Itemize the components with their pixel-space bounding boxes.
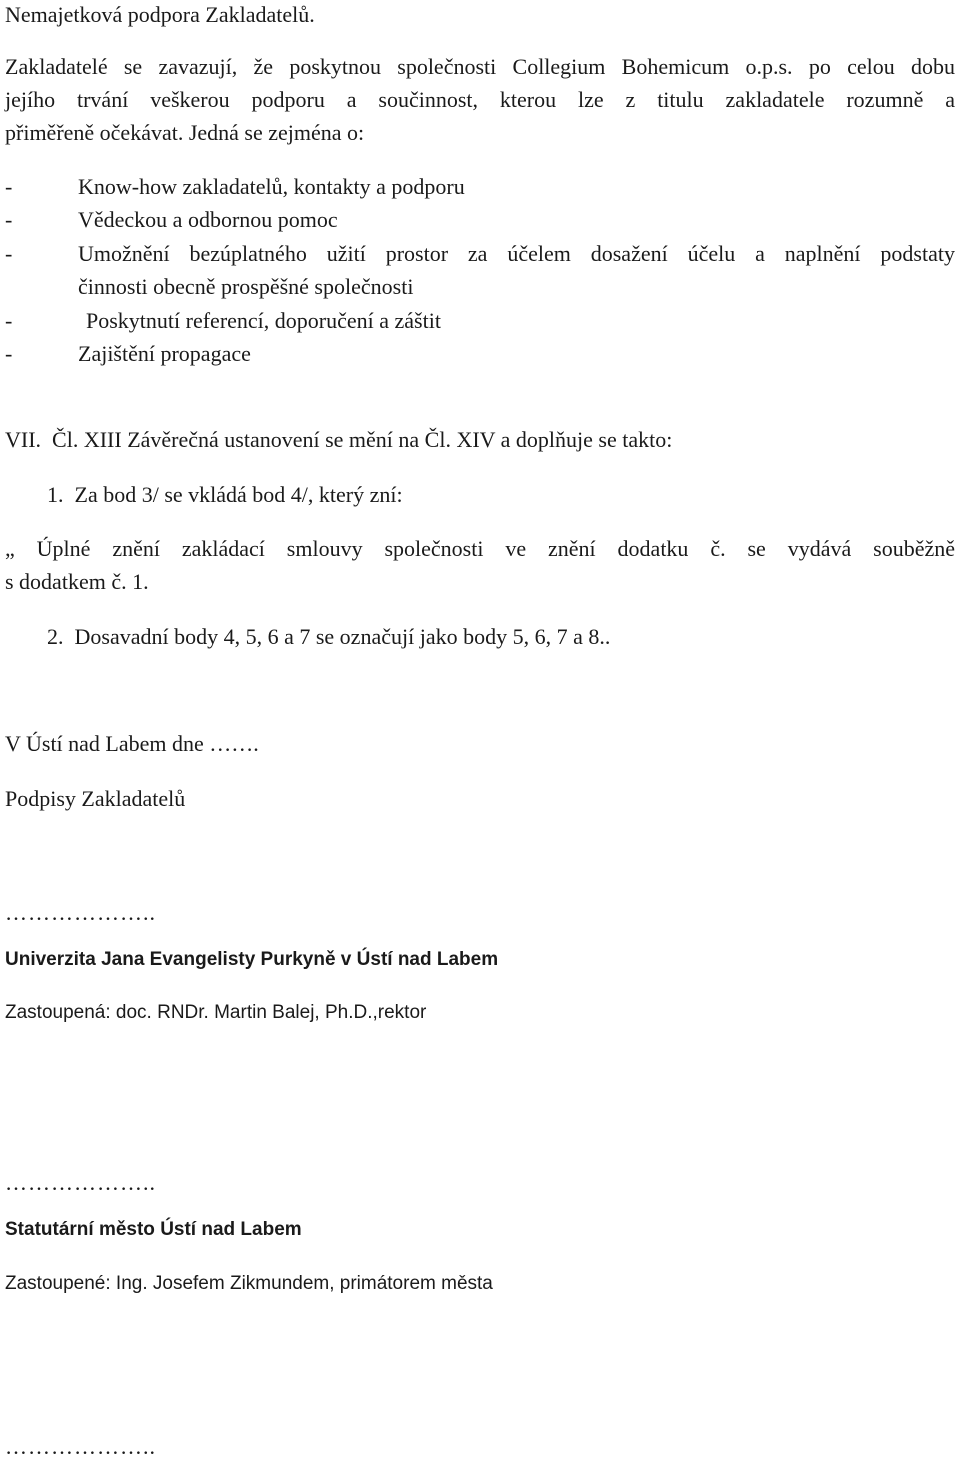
list-dash: - [5,308,13,333]
list-item-scientific-help: Vědeckou a odbornou pomoc [78,207,338,232]
point-1: 1. Za bod 3/ se vkládá bod 4/, který zní: [47,482,403,507]
signatory-representative: Zastoupené: Ing. Josefem Zikmundem, primátorem města [5,1273,493,1294]
list-item-know-how: Know-how zakladatelů, kontakty a podporu [78,174,465,199]
list-item-promotion: Zajištění propagace [78,341,251,366]
place-and-date: V Ústí nad Labem dne ……. [5,731,259,756]
paragraph-support-line-2: jejího trvání veškerou podporu a součinnost, kterou lze z titulu zakladatele rozumně a [5,87,955,112]
list-item-premises-line-2: činnosti obecně prospěšné společnosti [78,274,414,299]
list-dash: - [5,341,13,366]
list-item-references: Poskytnutí referencí, doporučení a záštit [86,308,441,333]
quote-line-2: s dodatkem č. 1. [5,569,149,594]
signature-line: ……………….. [5,1170,156,1195]
point-2: 2. Dosavadní body 4, 5, 6 a 7 se označují jako body 5, 6, 7 a 8.. [47,624,611,649]
paragraph-support-line-1: Zakladatelé se zavazují, že poskytnou společnosti Collegium Bohemicum o.p.s. po celou dobu [5,54,955,79]
signatory-name: Statutární město Ústí nad Labem [5,1219,302,1240]
heading-nonmaterial-support: Nemajetková podpora Zakladatelů. [5,2,315,27]
list-item-premises-line-1: Umožnění bezúplatného užití prostor za účelem dosažení účelu a naplnění podstaty [78,241,955,266]
signatures-heading: Podpisy Zakladatelů [5,786,186,811]
signature-line: ……………….. [5,1434,156,1459]
list-dash: - [5,207,13,232]
list-dash: - [5,174,13,199]
quote-line-1: „ Úplné znění zakládací smlouvy společnosti ve znění dodatku č. se vydává souběžně [5,536,955,561]
section-vii-heading: VII. Čl. XIII Závěrečná ustanovení se mění na Čl. XIV a doplňuje se takto: [5,427,673,452]
signatory-representative: Zastoupená: doc. RNDr. Martin Balej, Ph.D.,rektor [5,1002,427,1023]
list-dash: - [5,241,13,266]
paragraph-support-line-3: přiměřeně očekávat. Jedná se zejména o: [5,120,365,145]
signatory-name: Univerzita Jana Evangelisty Purkyně v Ústí nad Labem [5,949,499,970]
signature-line: ……………….. [5,900,156,925]
